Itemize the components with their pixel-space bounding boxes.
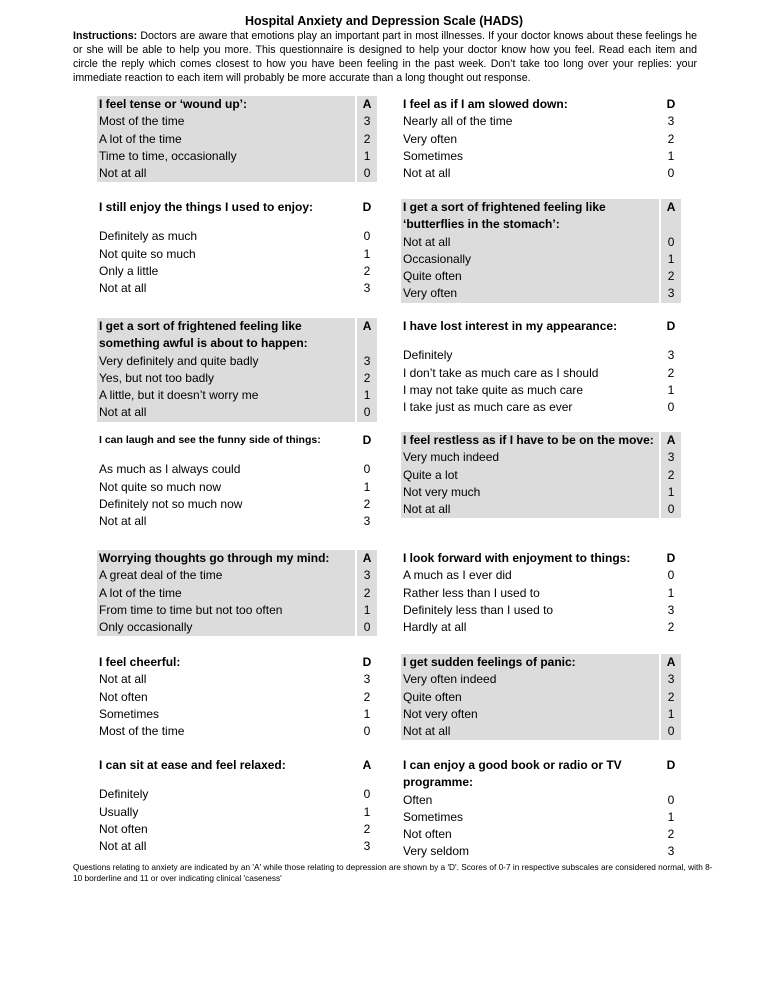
answer-text: Definitely as much: [99, 229, 198, 244]
answer-option[interactable]: [97, 838, 377, 855]
answer-score: 0: [363, 724, 371, 739]
answer-score: 2: [357, 370, 377, 387]
subscale-tag: A: [362, 758, 372, 772]
question-header: [401, 199, 681, 234]
answer-option[interactable]: [97, 387, 377, 404]
answer-text: Quite a lot: [401, 467, 659, 484]
answer-option[interactable]: [401, 165, 681, 182]
answer-score: 3: [363, 514, 371, 529]
answer-option[interactable]: [97, 165, 377, 182]
answer-option[interactable]: [401, 382, 681, 399]
answer-score: 3: [661, 285, 681, 302]
question-header: [401, 654, 681, 671]
answer-option[interactable]: [401, 467, 681, 484]
answer-score: 0: [357, 619, 377, 636]
answer-option[interactable]: [97, 585, 377, 602]
answer-option[interactable]: [401, 671, 681, 688]
answer-text: Usually: [99, 804, 139, 819]
answer-text: A little, but it doesn’t worry me: [97, 387, 355, 404]
answer-text: Time to time, occasionally: [97, 148, 355, 165]
answer-option[interactable]: [97, 353, 377, 370]
answer-score: 2: [667, 131, 675, 146]
question-block: [401, 432, 681, 518]
question-text: I can laugh and see the funny side of things:: [99, 434, 321, 446]
answer-score: 1: [363, 246, 371, 261]
answer-text: I don’t take as much care as I should: [403, 365, 599, 380]
answer-text: Very much indeed: [401, 449, 659, 466]
answer-option[interactable]: [97, 689, 377, 706]
answer-option[interactable]: [401, 792, 681, 809]
answer-text: Rather less than I used to: [403, 585, 540, 600]
answer-score: 0: [667, 792, 675, 807]
answer-text: Most of the time: [97, 113, 355, 130]
answer-score: 3: [363, 839, 371, 854]
answer-option[interactable]: [97, 280, 377, 297]
answer-score: 3: [661, 449, 681, 466]
answer-option[interactable]: [401, 501, 681, 518]
answer-option[interactable]: [97, 479, 377, 496]
answer-score: 2: [661, 268, 681, 285]
answer-score: 3: [357, 353, 377, 370]
answer-option[interactable]: [97, 567, 377, 584]
answer-text: Definitely: [99, 787, 149, 802]
answer-text: Not at all: [401, 501, 659, 518]
question-block: [401, 757, 681, 861]
subscale-tag: A: [661, 199, 681, 234]
answer-text: Yes, but not too badly: [97, 370, 355, 387]
answer-text: Very often indeed: [401, 671, 659, 688]
answer-option[interactable]: [401, 148, 681, 165]
answer-text: Sometimes: [403, 148, 464, 163]
answer-score: 0: [357, 404, 377, 421]
answer-option[interactable]: [401, 706, 681, 723]
answer-option[interactable]: [401, 347, 681, 364]
answer-score: 1: [661, 251, 681, 268]
answer-score: 0: [363, 787, 371, 802]
instructions-text: Doctors are aware that emotions play an important part in most illnesses. If your doctor knows about these feelings he or she will be able to help you more. This questionnaire is designed to help your doctor know how you feel. Read each item and circle the reply which comes closest to how you have been feeling in the past week. Don’t take too long over your replies: your immediate reaction to each item will probably be more accurate than a long thought out response.: [73, 30, 697, 84]
answer-text: A great deal of the time: [97, 567, 355, 584]
answer-text: Quite often: [401, 689, 659, 706]
answer-score: 1: [667, 148, 675, 163]
question-block: [401, 550, 681, 636]
subscale-tag: D: [362, 200, 372, 214]
answer-text: Very seldom: [403, 844, 470, 859]
question-block: [97, 654, 377, 740]
answer-text: Not often: [403, 827, 452, 842]
answer-text: Definitely not so much now: [99, 496, 243, 511]
answer-option[interactable]: [401, 689, 681, 706]
answer-score: 1: [357, 148, 377, 165]
answer-score: 2: [667, 365, 675, 380]
subscale-tag: D: [666, 551, 676, 565]
question-text: I feel cheerful:: [99, 655, 181, 669]
question-block: [97, 96, 377, 182]
answer-text: Very definitely and quite badly: [97, 353, 355, 370]
answer-option[interactable]: [401, 809, 681, 826]
answer-text: Not at all: [97, 165, 355, 182]
subscale-tag: A: [357, 96, 377, 113]
instructions-label: Instructions:: [73, 30, 138, 42]
answer-option[interactable]: [401, 843, 681, 860]
answer-score: 0: [667, 568, 675, 583]
answer-option[interactable]: [401, 449, 681, 466]
answer-score: 3: [363, 281, 371, 296]
answer-text: Only occasionally: [97, 619, 355, 636]
question-header: [401, 96, 681, 113]
question-block: [401, 318, 681, 416]
answer-text: Hardly at all: [403, 620, 467, 635]
question-block: [97, 199, 377, 297]
answer-score: 3: [357, 113, 377, 130]
question-block: [401, 199, 681, 303]
answer-text: A much as I ever did: [403, 568, 512, 583]
subscale-tag: A: [661, 432, 681, 449]
question-text: I look forward with enjoyment to things:: [403, 551, 631, 565]
answer-text: Not quite so much now: [99, 479, 222, 494]
answer-text: Not at all: [99, 672, 147, 687]
answer-score: 0: [661, 723, 681, 740]
answer-score: 0: [667, 166, 675, 181]
answer-score: 1: [667, 585, 675, 600]
answer-option[interactable]: [97, 619, 377, 636]
answer-score: 0: [661, 501, 681, 518]
answer-option[interactable]: [401, 234, 681, 251]
answer-option[interactable]: [97, 148, 377, 165]
subscale-tag: D: [362, 655, 372, 669]
answer-score: 0: [661, 234, 681, 251]
question-header: [401, 757, 681, 792]
answer-score: 2: [363, 821, 371, 836]
question-block: [97, 550, 377, 636]
answer-text: Very often: [403, 131, 458, 146]
answer-text: Only a little: [99, 263, 159, 278]
answer-score: 1: [667, 809, 675, 824]
answer-score: 1: [661, 706, 681, 723]
question-header: [97, 757, 377, 774]
answer-text: Sometimes: [403, 809, 464, 824]
question-text: I feel tense or ‘wound up’:: [97, 96, 355, 113]
answer-score: 2: [357, 585, 377, 602]
question-block: [97, 432, 377, 530]
answer-text: Quite often: [401, 268, 659, 285]
answer-option[interactable]: [97, 821, 377, 838]
answer-text: A lot of the time: [97, 585, 355, 602]
answer-option[interactable]: [401, 484, 681, 501]
answer-option[interactable]: [401, 131, 681, 148]
question-header: [97, 96, 377, 113]
question-header: [97, 199, 377, 216]
answer-text: From time to time but not too often: [97, 602, 355, 619]
answer-score: 2: [661, 689, 681, 706]
answer-text: Not at all: [99, 839, 147, 854]
answer-option[interactable]: [97, 404, 377, 421]
answer-score: 1: [363, 804, 371, 819]
answer-score: 2: [661, 467, 681, 484]
subscale-tag: D: [362, 433, 372, 447]
question-text: I can sit at ease and feel relaxed:: [99, 758, 286, 772]
answer-option[interactable]: [401, 268, 681, 285]
answer-text: Most of the time: [99, 724, 185, 739]
answer-text: Very often: [401, 285, 659, 302]
answer-score: 3: [667, 114, 675, 129]
question-text: I get sudden feelings of panic:: [401, 654, 659, 671]
answer-text: Not at all: [401, 723, 659, 740]
answer-text: Not at all: [97, 404, 355, 421]
question-block: [97, 318, 377, 422]
answer-option[interactable]: [97, 113, 377, 130]
question-text: Worrying thoughts go through my mind:: [97, 550, 355, 567]
answer-option[interactable]: [401, 285, 681, 302]
answer-option[interactable]: [401, 723, 681, 740]
question-header: [97, 550, 377, 567]
question-header: [401, 318, 681, 335]
answer-option[interactable]: [97, 370, 377, 387]
answer-option[interactable]: [401, 399, 681, 416]
question-text: I have lost interest in my appearance:: [403, 319, 618, 333]
answer-option[interactable]: [97, 671, 377, 688]
answer-score: 3: [667, 602, 675, 617]
answer-option[interactable]: [97, 706, 377, 723]
subscale-tag: D: [666, 758, 676, 772]
answer-option[interactable]: [97, 786, 377, 803]
question-text: I get a sort of frightened feeling like something awful is about to happen:: [97, 318, 355, 353]
question-header: [401, 550, 681, 567]
question-header: [97, 654, 377, 671]
question-header: [97, 318, 377, 353]
answer-option[interactable]: [97, 513, 377, 530]
question-text: I feel restless as if I have to be on the move:: [401, 432, 659, 449]
question-block: [401, 654, 681, 740]
answer-option[interactable]: [401, 602, 681, 619]
answer-text: I may not take quite as much care: [403, 382, 584, 397]
question-text: I get a sort of frightened feeling like ‘butterflies in the stomach’:: [401, 199, 659, 234]
question-text: I still enjoy the things I used to enjoy:: [99, 200, 314, 214]
question-block: [97, 757, 377, 855]
answer-score: 2: [363, 263, 371, 278]
answer-score: 1: [363, 479, 371, 494]
answer-score: 1: [357, 387, 377, 404]
answer-score: 3: [661, 671, 681, 688]
question-text: I can enjoy a good book or radio or TV programme:: [403, 758, 622, 790]
footnote: Questions relating to anxiety are indicated by an 'A' while those relating to depression are shown by a 'D'. Scores of 0-7 in respective subscales are considered normal, with 8-10 borderline and 11 or over indicating clinical 'caseness': [73, 862, 713, 883]
answer-text: Definitely: [403, 348, 453, 363]
answer-text: Not often: [99, 821, 148, 836]
answer-option[interactable]: [97, 228, 377, 245]
answer-option[interactable]: [97, 723, 377, 740]
answer-option[interactable]: [401, 251, 681, 268]
answer-score: 1: [667, 382, 675, 397]
answer-text: Nearly all of the time: [403, 114, 513, 129]
answer-option[interactable]: [401, 826, 681, 843]
answer-text: Not at all: [99, 514, 147, 529]
answer-score: 0: [357, 165, 377, 182]
answer-option[interactable]: [97, 496, 377, 513]
answer-option[interactable]: [97, 804, 377, 821]
answer-score: 2: [667, 827, 675, 842]
answer-text: As much as I always could: [99, 462, 241, 477]
answer-text: Not very much: [401, 484, 659, 501]
subscale-tag: D: [666, 97, 676, 111]
answer-text: Definitely less than I used to: [403, 602, 554, 617]
answer-score: 2: [357, 131, 377, 148]
subscale-tag: A: [357, 318, 377, 353]
answer-score: 1: [357, 602, 377, 619]
answer-option[interactable]: [97, 131, 377, 148]
question-block: [401, 96, 681, 182]
answer-score: 2: [363, 689, 371, 704]
answer-text: Not at all: [99, 281, 147, 296]
subscale-tag: A: [357, 550, 377, 567]
answer-text: Sometimes: [99, 706, 160, 721]
answer-score: 0: [363, 462, 371, 477]
answer-text: Not quite so much: [99, 246, 196, 261]
answer-text: Not at all: [401, 234, 659, 251]
answer-score: 0: [363, 229, 371, 244]
answer-option[interactable]: [401, 585, 681, 602]
page-title: Hospital Anxiety and Depression Scale (HADS): [244, 14, 524, 28]
subscale-tag: D: [666, 319, 676, 333]
question-header: [97, 432, 377, 449]
answer-option[interactable]: [97, 602, 377, 619]
answer-text: Not often: [99, 689, 148, 704]
answer-text: I take just as much care as ever: [403, 400, 573, 415]
answer-option[interactable]: [401, 619, 681, 636]
answer-option[interactable]: [97, 461, 377, 478]
answer-option[interactable]: [97, 263, 377, 280]
subscale-tag: A: [661, 654, 681, 671]
instructions: [73, 29, 697, 85]
answer-score: 3: [667, 844, 675, 859]
answer-score: 0: [667, 400, 675, 415]
answer-score: 2: [363, 496, 371, 511]
answer-text: Not very often: [401, 706, 659, 723]
question-header: [401, 432, 681, 449]
question-text: I feel as if I am slowed down:: [403, 97, 568, 111]
answer-text: Often: [403, 792, 433, 807]
answer-option[interactable]: [97, 246, 377, 263]
answer-score: 3: [363, 672, 371, 687]
answer-score: 3: [357, 567, 377, 584]
answer-score: 3: [667, 348, 675, 363]
answer-text: Not at all: [403, 166, 451, 181]
answer-option[interactable]: [401, 113, 681, 130]
answer-score: 1: [363, 706, 371, 721]
answer-text: Occasionally: [401, 251, 659, 268]
answer-text: A lot of the time: [97, 131, 355, 148]
answer-score: 2: [667, 620, 675, 635]
answer-option[interactable]: [401, 567, 681, 584]
answer-option[interactable]: [401, 365, 681, 382]
answer-score: 1: [661, 484, 681, 501]
